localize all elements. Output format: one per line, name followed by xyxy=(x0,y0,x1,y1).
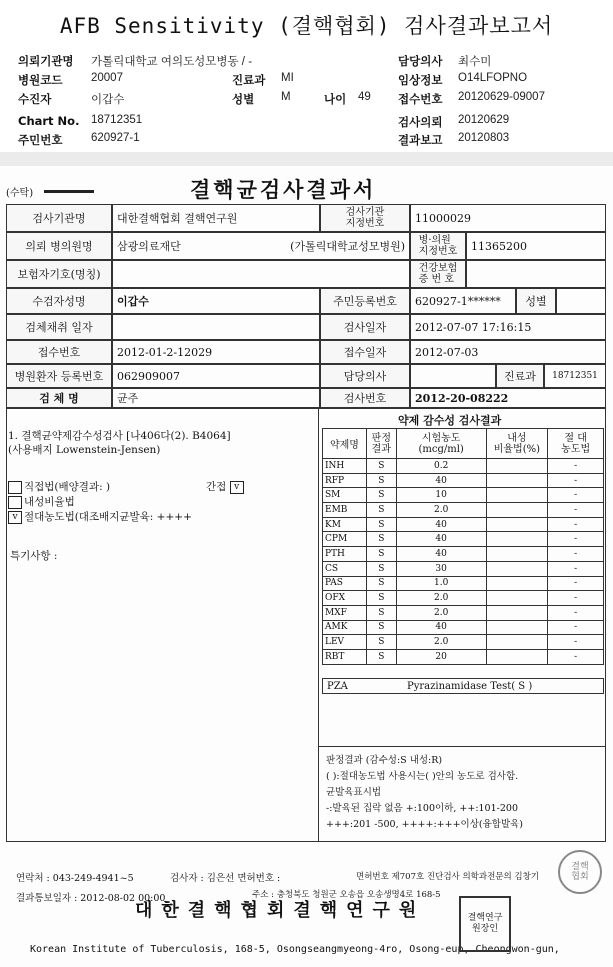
drug-result: S xyxy=(366,488,396,503)
drug-result: S xyxy=(366,547,396,562)
drug-concentration: 0.2 xyxy=(396,459,486,474)
drug-name: LEV xyxy=(323,635,367,650)
drug-result: S xyxy=(366,620,396,635)
form-value: 삼광의료재단 xyxy=(117,240,181,253)
form-value: 620927-1****** xyxy=(410,288,516,314)
drug-result: S xyxy=(366,561,396,576)
form-label: 담당의사 xyxy=(320,364,410,388)
drug-result: S xyxy=(366,576,396,591)
drug-row xyxy=(323,503,604,518)
header-value: 가톨릭대학교 여의도성모병동 / - xyxy=(91,56,253,68)
form-value: 11365200 xyxy=(466,232,606,260)
column-header: 약제명 xyxy=(323,429,367,459)
sensitivity-title: 약제 감수성 검사결과 xyxy=(398,414,502,427)
drug-concentration: 2.0 xyxy=(396,503,486,518)
indirect-label: 간접 xyxy=(206,481,227,493)
form-label: 의뢰 병의원명 xyxy=(6,232,112,260)
form-value-empty xyxy=(410,364,496,388)
direct-method xyxy=(8,479,110,494)
form-value: 2012-01-2-12029 xyxy=(112,340,320,364)
drug-name: AMK xyxy=(323,620,367,635)
drug-row xyxy=(323,488,604,503)
form-label: 병원환자 등록번호 xyxy=(6,364,112,388)
drug-resist-ratio xyxy=(486,591,548,606)
form-value-empty xyxy=(556,288,606,314)
form-label: 검 체 명 xyxy=(6,388,112,408)
drug-row xyxy=(323,459,604,474)
drug-absolute: - xyxy=(548,547,604,562)
form-label: 진료과 xyxy=(496,364,544,388)
age-value: 49 xyxy=(358,91,371,103)
direct-checkbox xyxy=(8,481,22,494)
legend-line: 판정결과 (감수성:S 내성:R) xyxy=(326,755,443,766)
organization-name: 대한결핵협회결핵연구원 xyxy=(135,900,426,921)
header-label: Chart No. xyxy=(18,114,80,128)
tester-line: 검사자 : 김은선 면허번호 : xyxy=(170,873,281,884)
drug-absolute: - xyxy=(548,473,604,488)
drug-concentration: 40 xyxy=(396,547,486,562)
drug-concentration: 30 xyxy=(396,561,486,576)
header-label: 진료과 xyxy=(232,73,266,87)
drug-row xyxy=(323,517,604,532)
header-value: 20007 xyxy=(91,72,123,84)
drug-result: S xyxy=(366,532,396,547)
drug-resist-ratio xyxy=(486,459,548,474)
header-label: 의뢰기관명 xyxy=(18,54,74,68)
drug-resist-ratio xyxy=(486,488,548,503)
drug-absolute: - xyxy=(548,620,604,635)
indirect-method xyxy=(206,479,246,494)
form-label: 보험자기호(명칭) xyxy=(6,260,112,288)
drug-row xyxy=(323,547,604,562)
drug-result: S xyxy=(366,605,396,620)
drug-resist-ratio xyxy=(486,473,548,488)
drug-absolute: - xyxy=(548,649,604,664)
drug-resist-ratio xyxy=(486,503,548,518)
drug-row xyxy=(323,620,604,635)
form-label: 검사기관명 xyxy=(6,204,112,232)
drug-concentration: 40 xyxy=(396,473,486,488)
pza-label: PZA xyxy=(327,680,348,692)
legend-line: -:발육된 집락 없음 +:100이하, ++:101-200 xyxy=(326,803,518,814)
consignment-mark: (수탁) xyxy=(6,188,34,199)
drug-result: S xyxy=(366,635,396,650)
header-row-1 xyxy=(18,53,598,69)
form-value: 11000029 xyxy=(410,204,606,232)
drug-row xyxy=(323,561,604,576)
drug-resist-ratio xyxy=(486,635,548,650)
drug-name: KM xyxy=(323,517,367,532)
drug-absolute: - xyxy=(548,561,604,576)
drug-absolute: - xyxy=(548,459,604,474)
form-label: 주민등록번호 xyxy=(320,288,410,314)
drug-concentration: 10 xyxy=(396,488,486,503)
absolute-checkbox: v xyxy=(8,511,22,524)
drug-absolute: - xyxy=(548,591,604,606)
form-label: 접수일자 xyxy=(320,340,410,364)
column-header: 절 대 농도법 xyxy=(548,429,604,459)
organization-english: Korean Institute of Tuberculosis, 168-5, Osongseangmyeong-4ro, Osong-eup, Cheongwon-gun, xyxy=(30,944,560,955)
drug-row xyxy=(323,591,604,606)
header-row-5 xyxy=(18,132,598,148)
drug-concentration: 40 xyxy=(396,532,486,547)
square-seal-icon: 결핵연구 원장인 xyxy=(459,896,511,952)
resist-checkbox xyxy=(8,496,22,509)
scanned-document xyxy=(0,166,613,967)
drug-name: SM xyxy=(323,488,367,503)
form-value: 이갑수 xyxy=(112,288,320,314)
drug-row xyxy=(323,576,604,591)
form-value-empty xyxy=(466,260,606,288)
drug-name: OFX xyxy=(323,591,367,606)
drug-name: PAS xyxy=(323,576,367,591)
header-value: 20120629 xyxy=(458,114,510,126)
drug-name: CPM xyxy=(323,532,367,547)
drug-absolute: - xyxy=(548,635,604,650)
form-value: 균주 xyxy=(112,388,320,408)
divider xyxy=(318,408,319,842)
drug-row xyxy=(323,473,604,488)
drug-row xyxy=(323,649,604,664)
handwritten-stroke xyxy=(44,190,94,193)
pza-value: Pyrazinamidase Test( S ) xyxy=(407,680,533,692)
form-value: 2012-20-08222 xyxy=(410,388,606,408)
header-value: 이갑수 xyxy=(91,94,125,106)
form-label: 검사번호 xyxy=(320,388,410,408)
header-label: 접수번호 xyxy=(398,92,443,106)
requester-cell xyxy=(112,232,410,260)
pza-row xyxy=(322,678,604,694)
header-label: 주민번호 xyxy=(18,133,63,147)
header-value: 18712351 xyxy=(91,114,143,126)
header-value: 최수미 xyxy=(458,56,492,68)
form-label: 접수번호 xyxy=(6,340,112,364)
drug-resist-ratio xyxy=(486,547,548,562)
drug-result: S xyxy=(366,503,396,518)
legend-divider xyxy=(318,746,606,747)
column-header: 판정 결과 xyxy=(366,429,396,459)
drug-concentration: 2.0 xyxy=(396,635,486,650)
legend-line: 균발육표시법 xyxy=(326,787,382,798)
form-label: 건강보험 증 번 호 xyxy=(410,260,466,288)
header-label: 병원코드 xyxy=(18,73,63,87)
header-value: 20120629-09007 xyxy=(458,91,545,103)
drug-concentration: 2.0 xyxy=(396,605,486,620)
drug-concentration: 40 xyxy=(396,620,486,635)
document-title: 결핵균검사결과서 xyxy=(190,177,377,202)
form-value: 2012-07-07 17:16:15 xyxy=(410,314,606,340)
contact-line: 연락처 : 043-249-4941~5 xyxy=(16,873,134,884)
form-value: 대한결핵협회 결핵연구원 xyxy=(112,204,320,232)
drug-absolute: - xyxy=(548,605,604,620)
drug-name: RBT xyxy=(323,649,367,664)
form-label: 성별 xyxy=(516,288,556,314)
legend-line: ( ):절대농도법 사용시는( )안의 농도로 검사함. xyxy=(326,771,519,782)
column-header: 시험농도 (mcg/ml) xyxy=(396,429,486,459)
header-value: 620927-1 xyxy=(91,132,140,144)
absolute-label: 절대농도법(대조배지균발육: ++++ xyxy=(24,511,192,523)
medium-line: (사용배지 Lowenstein-Jensen) xyxy=(8,444,161,456)
address-line: 주소 : 충청북도 청원군 오송읍 오송생명4로 168-5 xyxy=(252,890,441,900)
header-row-2 xyxy=(18,72,598,88)
drug-concentration: 2.0 xyxy=(396,591,486,606)
drug-absolute: - xyxy=(548,503,604,518)
drug-concentration: 40 xyxy=(396,517,486,532)
sensitivity-table xyxy=(322,428,604,665)
header-label: 검사의뢰 xyxy=(398,115,443,129)
indirect-checkbox: v xyxy=(230,481,244,494)
drug-concentration: 1.0 xyxy=(396,576,486,591)
form-label: 수검자성명 xyxy=(6,288,112,314)
drug-row xyxy=(323,605,604,620)
drug-resist-ratio xyxy=(486,517,548,532)
legend-line: +++:201 -500, ++++:+++이상(융합발육) xyxy=(326,819,524,830)
header-value: 20120803 xyxy=(458,132,510,144)
drug-absolute: - xyxy=(548,576,604,591)
drug-absolute: - xyxy=(548,532,604,547)
resist-method xyxy=(8,494,75,509)
drug-row xyxy=(323,532,604,547)
drug-name: EMB xyxy=(323,503,367,518)
drug-name: PTH xyxy=(323,547,367,562)
drug-resist-ratio xyxy=(486,620,548,635)
drug-result: S xyxy=(366,591,396,606)
form-value-empty xyxy=(112,314,320,340)
age-label: 나이 xyxy=(324,92,347,106)
drug-name: CS xyxy=(323,561,367,576)
drug-resist-ratio xyxy=(486,561,548,576)
drug-resist-ratio xyxy=(486,532,548,547)
form-value: 18712351 xyxy=(544,364,606,388)
table-header-row xyxy=(323,429,604,459)
drug-result: S xyxy=(366,649,396,664)
form-value-sub: (가톨릭대학교성모병원) xyxy=(290,240,405,253)
absolute-method xyxy=(8,509,192,524)
header-row-3 xyxy=(18,91,598,107)
form-value-empty xyxy=(112,260,410,288)
license-line: 면허번호 제707호 진단검사 의학과전문의 김창기 xyxy=(356,872,540,882)
drug-row xyxy=(323,635,604,650)
drug-concentration: 20 xyxy=(396,649,486,664)
header-label: 결과보고 xyxy=(398,133,443,147)
header-label: 담당의사 xyxy=(398,54,443,68)
drug-absolute: - xyxy=(548,488,604,503)
drug-name: MXF xyxy=(323,605,367,620)
notify-line: 결과통보일자 : 2012-08-02 00:00 xyxy=(16,893,166,904)
round-seal-icon: 결핵 협회 xyxy=(558,850,602,894)
header-value: O14LFOPNO xyxy=(458,72,528,84)
form-label: 검사기관 지정번호 xyxy=(320,204,410,232)
drug-resist-ratio xyxy=(486,576,548,591)
header-label: 임상정보 xyxy=(398,73,443,87)
header-value: M xyxy=(281,91,291,103)
header-label: 수진자 xyxy=(18,92,52,106)
drug-result: S xyxy=(366,459,396,474)
header-label: 성별 xyxy=(232,92,255,106)
form-label: 병·의원 지정번호 xyxy=(410,232,466,260)
special-notes: 특기사항 : xyxy=(10,550,58,562)
drug-name: INH xyxy=(323,459,367,474)
drug-result: S xyxy=(366,473,396,488)
drug-name: RFP xyxy=(323,473,367,488)
report-title: AFB Sensitivity (결핵협회) 검사결과보고서 xyxy=(59,14,554,38)
direct-label: 직접법(배양결과: ) xyxy=(24,481,111,493)
header-value: MI xyxy=(281,72,294,84)
column-header: 내성 비율법(%) xyxy=(486,429,548,459)
drug-result: S xyxy=(366,517,396,532)
form-value: 062909007 xyxy=(112,364,320,388)
drug-resist-ratio xyxy=(486,649,548,664)
form-label: 검사일자 xyxy=(320,314,410,340)
form-value: 2012-07-03 xyxy=(410,340,606,364)
header-row-4 xyxy=(18,114,598,130)
separator-band xyxy=(0,152,613,166)
form-label: 검체채취 일자 xyxy=(6,314,112,340)
drug-resist-ratio xyxy=(486,605,548,620)
test-method-line: 1. 결핵균약제감수성검사 [나406다(2). B4064] xyxy=(8,430,231,442)
resist-label: 내성비율법 xyxy=(24,496,75,508)
drug-absolute: - xyxy=(548,517,604,532)
